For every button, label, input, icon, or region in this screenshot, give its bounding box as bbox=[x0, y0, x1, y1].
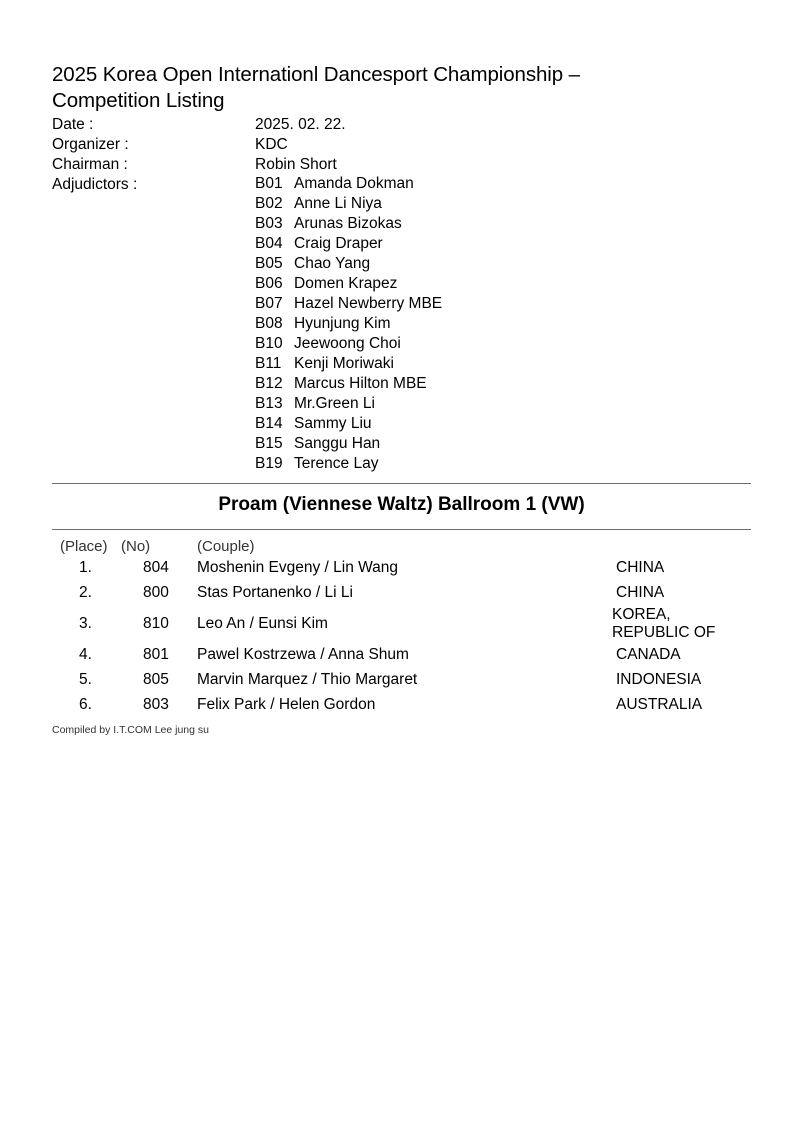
adjudicator-name: Craig Draper bbox=[294, 235, 383, 252]
chairman-value: Robin Short bbox=[255, 156, 337, 173]
organizer-value: KDC bbox=[255, 136, 288, 153]
column-header-no: (No) bbox=[121, 538, 151, 555]
adjudicator-name: Terence Lay bbox=[294, 455, 379, 472]
adjudicator-item bbox=[255, 454, 442, 474]
adjudicator-item bbox=[255, 214, 442, 234]
adjudicator-item bbox=[255, 234, 442, 254]
adjudicator-code: B10 bbox=[255, 335, 283, 352]
adjudicator-item bbox=[255, 414, 442, 434]
adjudicator-name: Hyunjung Kim bbox=[294, 315, 391, 332]
adjudicator-code: B13 bbox=[255, 395, 283, 412]
event-title: Proam (Viennese Waltz) Ballroom 1 (VW) bbox=[218, 494, 585, 515]
result-number: 804 bbox=[143, 559, 169, 576]
adjudicator-code: B19 bbox=[255, 455, 283, 472]
adjudicator-name: Anne Li Niya bbox=[294, 195, 382, 212]
adjudicator-code: B08 bbox=[255, 315, 283, 332]
date-row bbox=[52, 115, 652, 135]
result-number: 801 bbox=[143, 646, 169, 663]
result-couple: Marvin Marquez / Thio Margaret bbox=[197, 671, 418, 688]
result-country: CHINA bbox=[616, 584, 665, 601]
adjudicators-label: Adjudictors : bbox=[52, 176, 138, 193]
result-couple: Moshenin Evgeny / Lin Wang bbox=[197, 559, 399, 576]
adjudicator-item bbox=[255, 394, 442, 414]
adjudicator-name: Chao Yang bbox=[294, 255, 371, 272]
adjudicator-code: B14 bbox=[255, 415, 283, 432]
result-country: CANADA bbox=[616, 646, 681, 663]
page-title: 2025 Korea Open Internationl Dancesport Championship – Competition Listing bbox=[52, 63, 580, 112]
result-row bbox=[52, 583, 751, 603]
column-header-place: (Place) bbox=[60, 538, 108, 555]
date-label: Date : bbox=[52, 116, 94, 133]
adjudicator-name: Hazel Newberry MBE bbox=[294, 295, 443, 312]
result-country: AUSTRALIA bbox=[616, 696, 703, 713]
adjudicator-name: Arunas Bizokas bbox=[294, 215, 402, 232]
result-number: 805 bbox=[143, 671, 169, 688]
adjudicator-item bbox=[255, 354, 442, 374]
adjudicator-name: Kenji Moriwaki bbox=[294, 355, 394, 372]
adjudicator-name: Mr.Green Li bbox=[294, 395, 375, 412]
adjudicator-code: B15 bbox=[255, 435, 283, 452]
result-place: 5. bbox=[79, 671, 92, 688]
result-row bbox=[52, 670, 751, 690]
result-country: KOREA, REPUBLIC OF bbox=[612, 606, 716, 641]
adjudicator-item bbox=[255, 334, 442, 354]
section-divider-top bbox=[52, 483, 751, 484]
adjudicator-code: B03 bbox=[255, 215, 283, 232]
adjudicator-item bbox=[255, 434, 442, 454]
date-value: 2025. 02. 22. bbox=[255, 116, 346, 133]
adjudicator-item bbox=[255, 294, 442, 314]
result-number: 810 bbox=[143, 615, 169, 632]
result-row bbox=[52, 558, 751, 578]
result-couple: Pawel Kostrzewa / Anna Shum bbox=[197, 646, 409, 663]
adjudicator-item bbox=[255, 374, 442, 394]
result-place: 2. bbox=[79, 584, 92, 601]
adjudicator-list bbox=[255, 174, 442, 474]
result-row bbox=[52, 605, 751, 643]
adjudicator-item bbox=[255, 274, 442, 294]
adjudicator-name: Jeewoong Choi bbox=[294, 335, 401, 352]
results-column-headers bbox=[60, 537, 750, 557]
adjudicator-name: Amanda Dokman bbox=[294, 175, 414, 192]
column-header-couple: (Couple) bbox=[197, 538, 255, 555]
organizer-label: Organizer : bbox=[52, 136, 129, 153]
adjudicator-code: B06 bbox=[255, 275, 283, 292]
adjudicator-name: Domen Krapez bbox=[294, 275, 398, 292]
adjudicator-code: B07 bbox=[255, 295, 283, 312]
adjudicator-code: B02 bbox=[255, 195, 283, 212]
result-row bbox=[52, 695, 751, 715]
adjudicator-item bbox=[255, 314, 442, 334]
result-row bbox=[52, 645, 751, 665]
adjudicator-name: Sanggu Han bbox=[294, 435, 381, 452]
adjudicator-code: B05 bbox=[255, 255, 283, 272]
section-divider-bottom bbox=[52, 529, 751, 530]
adjudicator-code: B11 bbox=[255, 355, 282, 372]
adjudicator-code: B01 bbox=[255, 175, 283, 192]
result-couple: Stas Portanenko / Li Li bbox=[197, 584, 353, 601]
adjudicator-code: B12 bbox=[255, 375, 283, 392]
result-place: 6. bbox=[79, 696, 92, 713]
chairman-label: Chairman : bbox=[52, 156, 128, 173]
chairman-row bbox=[52, 155, 652, 175]
adjudicator-item bbox=[255, 174, 442, 194]
result-couple: Felix Park / Helen Gordon bbox=[197, 696, 376, 713]
result-couple: Leo An / Eunsi Kim bbox=[197, 615, 328, 632]
result-place: 4. bbox=[79, 646, 92, 663]
result-country: CHINA bbox=[616, 559, 665, 576]
adjudicator-code: B04 bbox=[255, 235, 283, 252]
adjudicator-item bbox=[255, 254, 442, 274]
organizer-row bbox=[52, 135, 652, 155]
adjudicator-item bbox=[255, 194, 442, 214]
result-number: 800 bbox=[143, 584, 169, 601]
result-place: 3. bbox=[79, 615, 92, 632]
adjudicator-name: Marcus Hilton MBE bbox=[294, 375, 427, 392]
adjudicator-name: Sammy Liu bbox=[294, 415, 372, 432]
result-country: INDONESIA bbox=[616, 671, 702, 688]
result-place: 1. bbox=[79, 559, 92, 576]
compiled-by-credit: Compiled by I.T.COM Lee jung su bbox=[52, 724, 209, 736]
result-number: 803 bbox=[143, 696, 169, 713]
